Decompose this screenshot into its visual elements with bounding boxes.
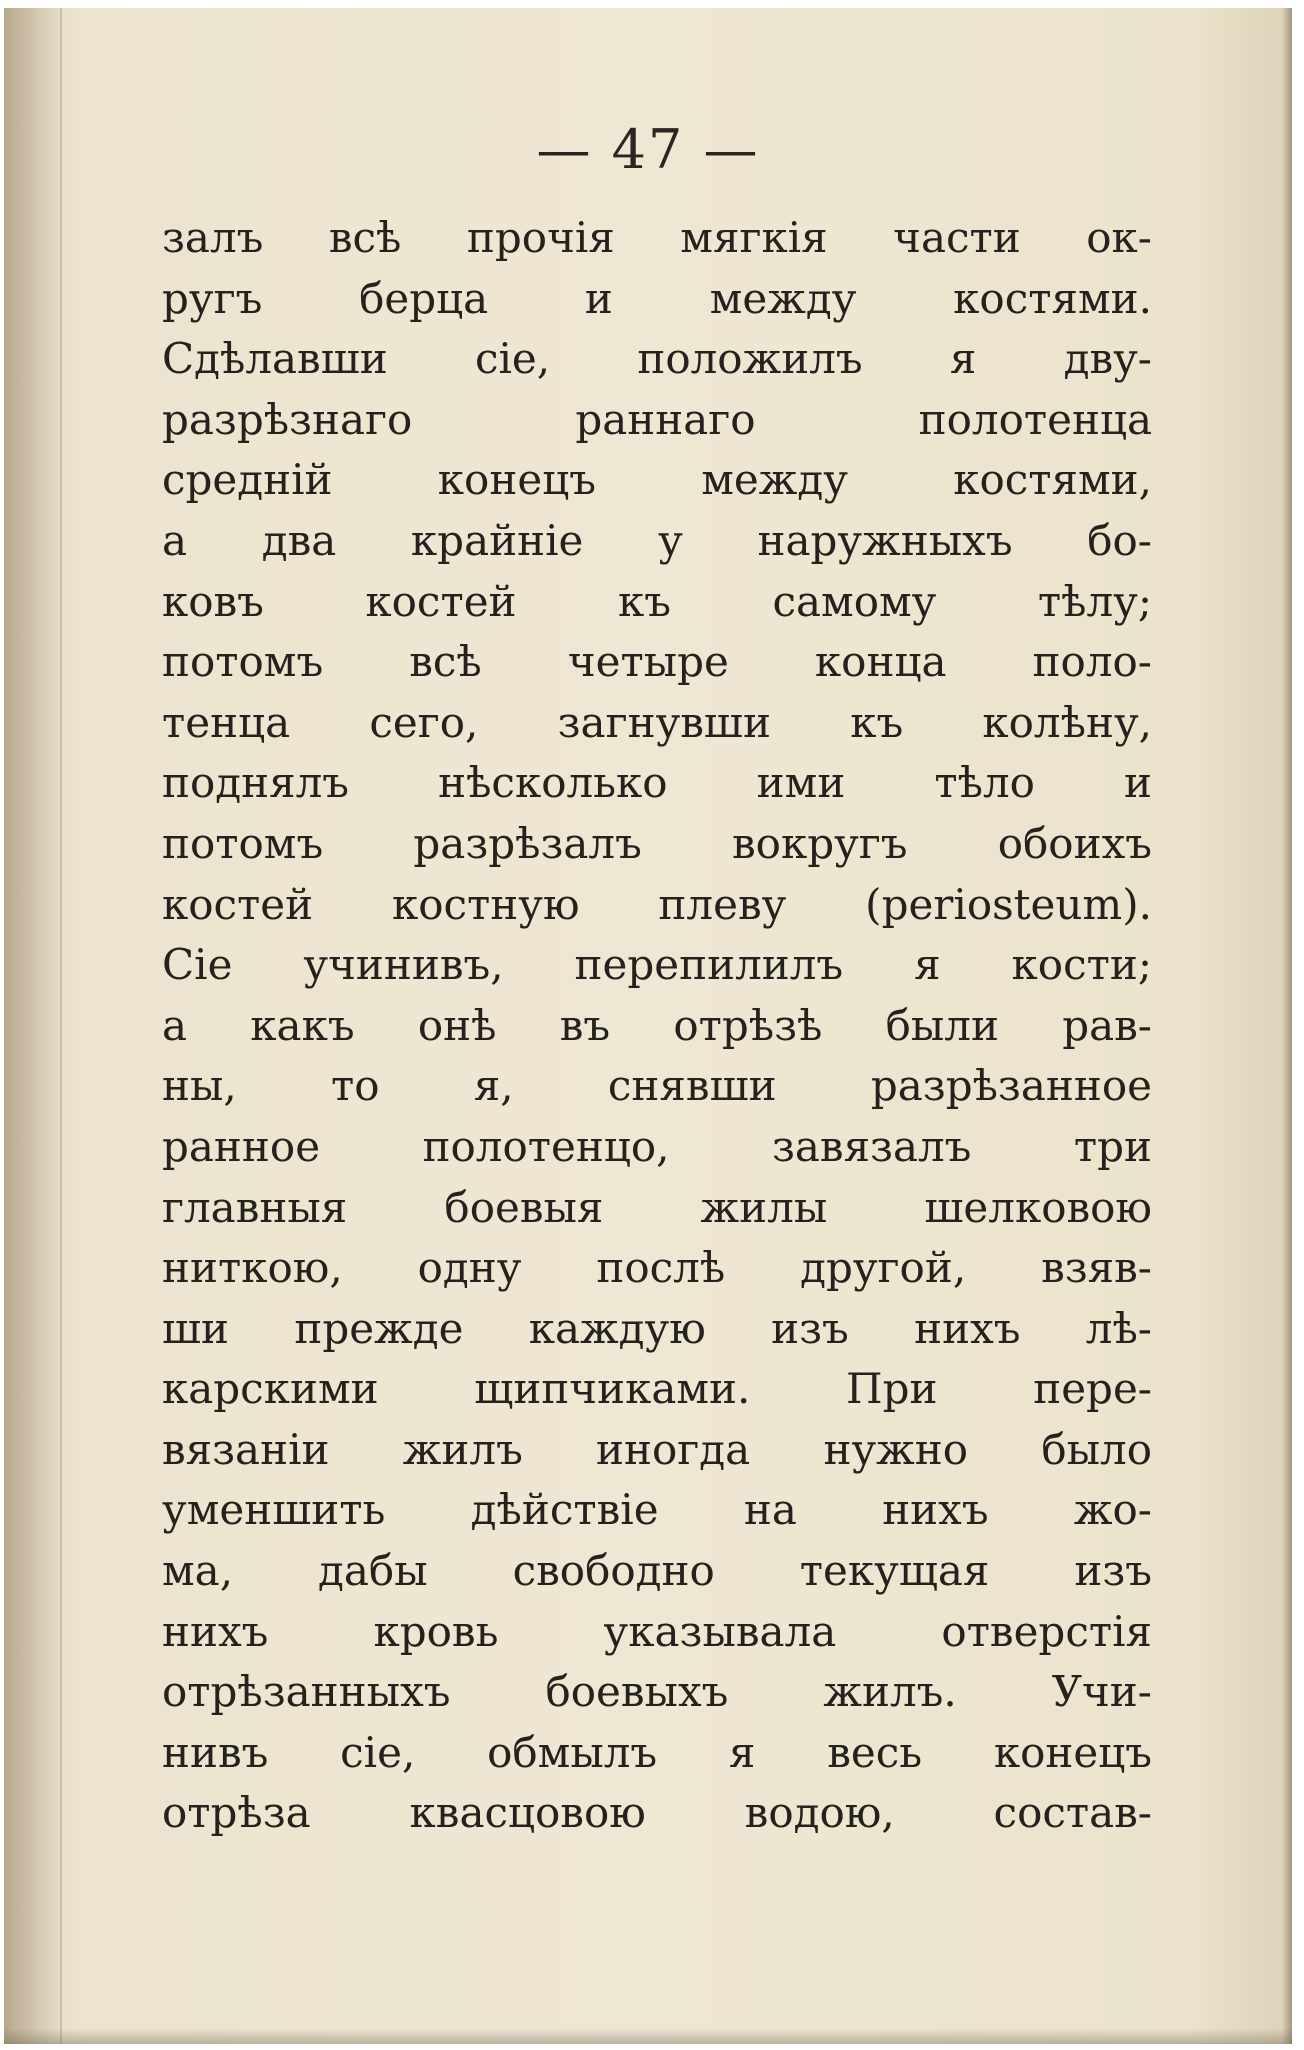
text-line: Сдѣлавши сіе, положилъ я дву- — [162, 334, 1152, 384]
page-fold — [60, 8, 62, 2044]
text-line: уменшить дѣйствіе на нихъ жо- — [162, 1485, 1152, 1535]
text-line: нивъ сіе, обмылъ я весь конецъ — [162, 1727, 1152, 1777]
text-line: средній конецъ между костями, — [162, 455, 1152, 505]
text-line: костей костную плеву (periosteum). — [162, 879, 1152, 929]
text-line: потомъ всѣ четыре конца поло- — [162, 637, 1152, 687]
text-line: отрѣза квасцовою водою, состав- — [162, 1788, 1152, 1838]
book-page — [4, 8, 1292, 2044]
text-line: ма, дабы свободно текущая изъ — [162, 1546, 1152, 1596]
text-line: Сіе учинивъ, перепилилъ я кости; — [162, 940, 1152, 990]
text-line: разрѣзнаго раннаго полотенца — [162, 394, 1152, 444]
text-line: а какъ онѣ въ отрѣзѣ были рав- — [162, 1000, 1152, 1050]
text-line: ши прежде каждую изъ нихъ лѣ- — [162, 1303, 1152, 1353]
text-line: ругъ берца и между костями. — [162, 273, 1152, 323]
page-edge-bottom — [4, 2028, 1292, 2044]
text-line: ранное полотенцо, завязалъ три — [162, 1121, 1152, 1171]
text-line: тенца сего, загнувши къ колѣну, — [162, 697, 1152, 747]
text-line: ниткою, одну послѣ другой, взяв- — [162, 1243, 1152, 1293]
text-line: а два крайніе у наружныхъ бо- — [162, 515, 1152, 565]
text-line: залъ всѣ прочія мягкія части ок- — [162, 213, 1152, 262]
text-line: главныя боевыя жилы шелковою — [162, 1182, 1152, 1232]
body-text — [162, 208, 1152, 1844]
spine-shadow — [4, 8, 64, 2044]
text-line: отрѣзанныхъ боевыхъ жилъ. Учи- — [162, 1667, 1152, 1717]
text-line: вязаніи жилъ иногда нужно было — [162, 1424, 1152, 1474]
text-line: поднялъ нѣсколько ими тѣло и — [162, 758, 1152, 808]
text-line: карскими щипчиками. При пере- — [162, 1364, 1152, 1414]
page-number: — 47 — — [536, 118, 760, 181]
text-line: потомъ разрѣзалъ вокругъ обоихъ — [162, 818, 1152, 868]
text-line: ковъ костей къ самому тѣлу; — [162, 576, 1152, 626]
page-edge-right — [1282, 8, 1292, 2044]
text-line: нихъ кровь указывала отверстія — [162, 1606, 1152, 1656]
text-line: ны, то я, снявши разрѣзанное — [162, 1061, 1152, 1111]
